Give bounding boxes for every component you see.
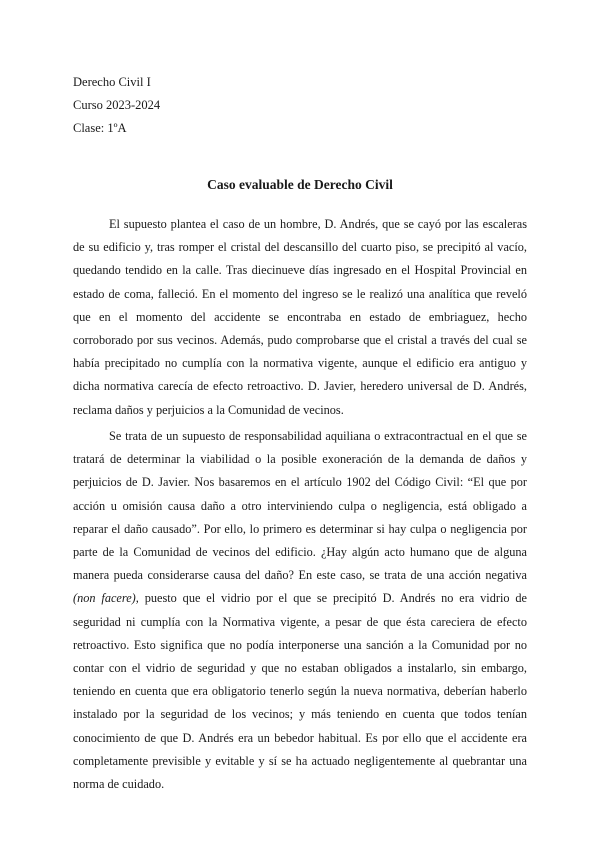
analysis-italic-term: (non facere), (73, 591, 139, 606)
case-statement-paragraph (73, 213, 527, 422)
analysis-text-part2: puesto que el vidrio por el que se precipitó D. Andrés no era vidrio de seguridad ni cumplía con la Normativa vigente, a pesar de que ésta careciera de efecto retroactivo. Esto significa que no podía interponerse una sanción a la Comunidad por no contar con el vidrio de seguridad y que no estaban obligados a instalarlo, sin embargo, teniendo en cuenta que era obligatorio tenerlo según la nueva normativa, deberían haberlo instalado por la seguridad de los vecinos; y más teniendo en cuenta que todos tenían conocimiento de que D. Andrés era un bebedor habitual. Es por ello que el accidente era completamente previsible y evitable y sí se ha actuado negligentemente al quebrantar una norma de cuidado. (73, 591, 527, 792)
class-line: Clase: 1ºA (73, 121, 127, 135)
analysis-text-part1: Se trata de un supuesto de responsabilidad aquiliana o extracontractual en el que se tratará de determinar la viabilidad o la posible exoneración de la demanda de daños y perjuicios de D. Javier. Nos basaremos en el artículo 1902 del Código Civil: “El que por acción u omisión causa daño a otro interviniendo culpa o negligencia, está obligado a reparar el daño causado”. Por ello, lo primero es determinar si hay culpa o negligencia por parte de la Comunidad de vecinos del edificio. ¿Hay algún acto humano que de alguna manera pueda considerarse causa del daño? En este caso, se trata de una acción negativa (73, 429, 527, 583)
analysis-paragraph (73, 425, 527, 796)
case-statement-text: El supuesto plantea el caso de un hombre, D. Andrés, que se cayó por las escaleras de su edificio y, tras romper el cristal del descansillo del cuarto piso, se precipitó al vacío, quedando tendido en la calle. Tras diecinueve días ingresado en el Hospital Provincial en estado de coma, falleció. En el momento del ingreso se le realizó una analítica que reveló que en el momento del accidente se encontraba en estado de embriaguez, hecho corroborado por sus vecinos. Además, pudo comprobarse que el cristal a través del cual se había precipitado no cumplía con la normativa vigente, aunque el edificio era antiguo y dicha normativa carecía de efecto retroactivo. D. Javier, heredero universal de D. Andrés, reclama daños y perjuicios a la Comunidad de vecinos. (73, 217, 527, 417)
course-year-line: Curso 2023-2024 (73, 98, 161, 112)
document-header (73, 71, 160, 140)
document-title: Caso evaluable de Derecho Civil (207, 177, 393, 192)
subject-line: Derecho Civil I (73, 75, 151, 89)
